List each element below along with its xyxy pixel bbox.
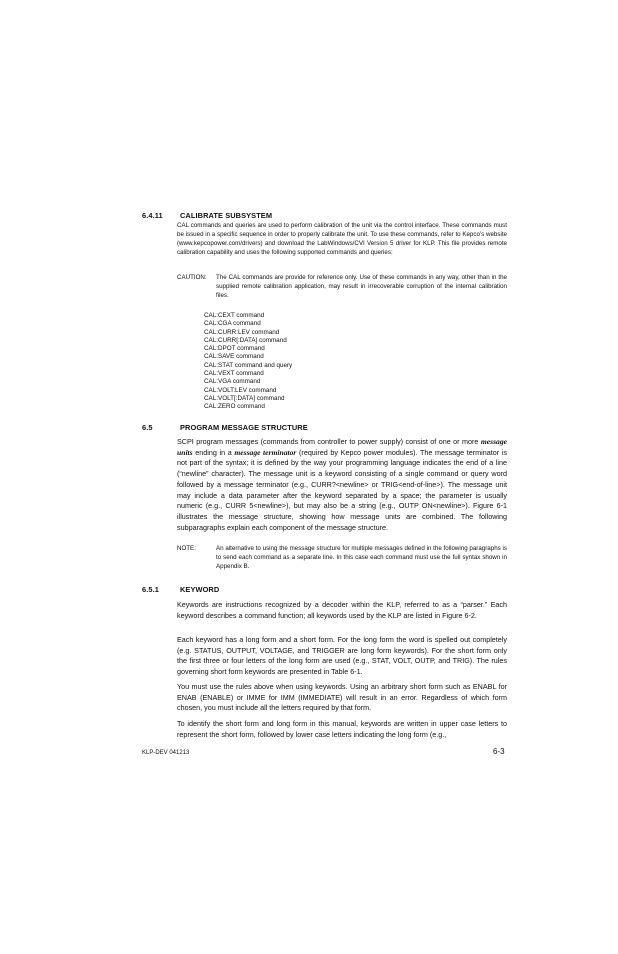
- section-title: KEYWORD: [180, 585, 220, 594]
- list-item: CAL:ZERO command: [204, 403, 265, 411]
- list-item: CAL:CURR[:DATA] command: [204, 336, 287, 344]
- list-item: CAL:CEXT command: [204, 312, 265, 319]
- list-item: CAL:VGA command: [204, 378, 261, 386]
- list-item: CAL:SAVE command: [204, 353, 264, 361]
- keyword-paragraph-2: Each keyword has a long form and a short form. For the long form the word is spelled out completely (e.g. STATUS, OUTPUT, VOLTAGE, and TRIGGER are long form keywords). For the short form only the first three or four letters of the long form are used (e.g., STAT, VOLT, OUTP, and TRIG). The rules governing short form keywords are presented in Table 6-1.: [177, 635, 507, 677]
- keyword-paragraph-4: To identify the short form and long form in this manual, keywords are written in upper case letters to represent the short form, followed by lower case letters indicating the long form (e.g.,: [177, 719, 507, 739]
- note-text: An alternative to using the message structure for multiple messages defined in the following paragraphs is to send each command as a separate line. In this case each command must use the full syntax shown in Appendix B.: [216, 545, 507, 570]
- note-block: [177, 545, 507, 572]
- footer-page-number: 6-3: [493, 747, 505, 756]
- section-number: 6.4.11: [142, 211, 163, 220]
- list-item: CAL:VOLT[:DATA] command: [204, 394, 285, 402]
- section-number: 6.5.1: [142, 585, 159, 594]
- list-item: CAL:VOLT:LEV command: [204, 386, 277, 394]
- list-item: CAL:DPOT command: [204, 345, 265, 353]
- list-item: CAL:CGA command: [204, 320, 261, 328]
- term-message-terminator: message terminator: [234, 447, 297, 457]
- program-message-structure-paragraph: [177, 437, 507, 533]
- caution-label: CAUTION:: [177, 274, 207, 281]
- text-run: SCPI program messages (commands from controller to power supply) consist of one or more: [177, 437, 481, 446]
- keyword-paragraph-3: You must use the rules above when using keywords. Using an arbitrary short form such as ENABL for ENAB (ENABLE) or IMME for IMM (IMMEDIATE) will result in an error. Regardless of which form chosen, you must include all the letters required by that form.: [177, 682, 507, 713]
- text-run: (required by Kepco power modules). The message terminator is not part of the syntax; it is defined by the way your programming language indicates the end of a line (“newline” character). The message unit is a keyword consisting of a single command or query word followed by a message terminator (e.g., CURR?<newline> or TRIG<end-of-line>). The message unit may include a data parameter after the keyword separated by a space; the parameter is usually numeric (e.g., CURR 5<newline>), but may also be a string (e.g., OUTP ON<newline>). Figure 6-1 illustrates the message structure, showing how message units are combined. The following subparagraphs explain each component of the message structure.: [177, 447, 507, 532]
- section-number: 6.5: [142, 423, 153, 432]
- text-run: ending in a: [192, 447, 235, 457]
- section-title: PROGRAM MESSAGE STRUCTURE: [180, 423, 308, 432]
- footer-doc-id: KLP-DEV 041213: [142, 750, 190, 756]
- term-message-units: message units: [177, 437, 507, 457]
- list-item: CAL:STAT command and query: [204, 361, 293, 369]
- calibrate-subsystem-paragraph: CAL commands and queries are used to perform calibration of the unit via the control interface. These commands must be issued in a specific sequence in order to properly calibrate the unit. To use these commands, refer to Kepco’s website (www.kepcopower.com/drivers) and download the LabWindows/CVI Version 5 driver for KLP. This file provides remote calibration capability and uses the following supported commands and queries:: [177, 222, 507, 256]
- caution-block: [177, 274, 507, 301]
- note-label: NOTE:: [177, 545, 196, 552]
- keyword-paragraph-1: Keywords are instructions recognized by a decoder within the KLP, referred to as a “parser.” Each keyword describes a command function; all keywords used by the KLP are listed in Figure 6-2.: [177, 600, 507, 620]
- section-title: CALIBRATE SUBSYSTEM: [180, 211, 273, 220]
- list-item: CAL:CURR:LEV command: [204, 328, 280, 336]
- list-item: CAL:VEXT command: [204, 370, 264, 378]
- caution-text: The CAL commands are provide for reference only. Use of these commands in any way, other than in the supplied remote calibration application, may result in irrecoverable corruption of the internal calibration files.: [216, 274, 507, 299]
- cal-command-list: [204, 312, 292, 412]
